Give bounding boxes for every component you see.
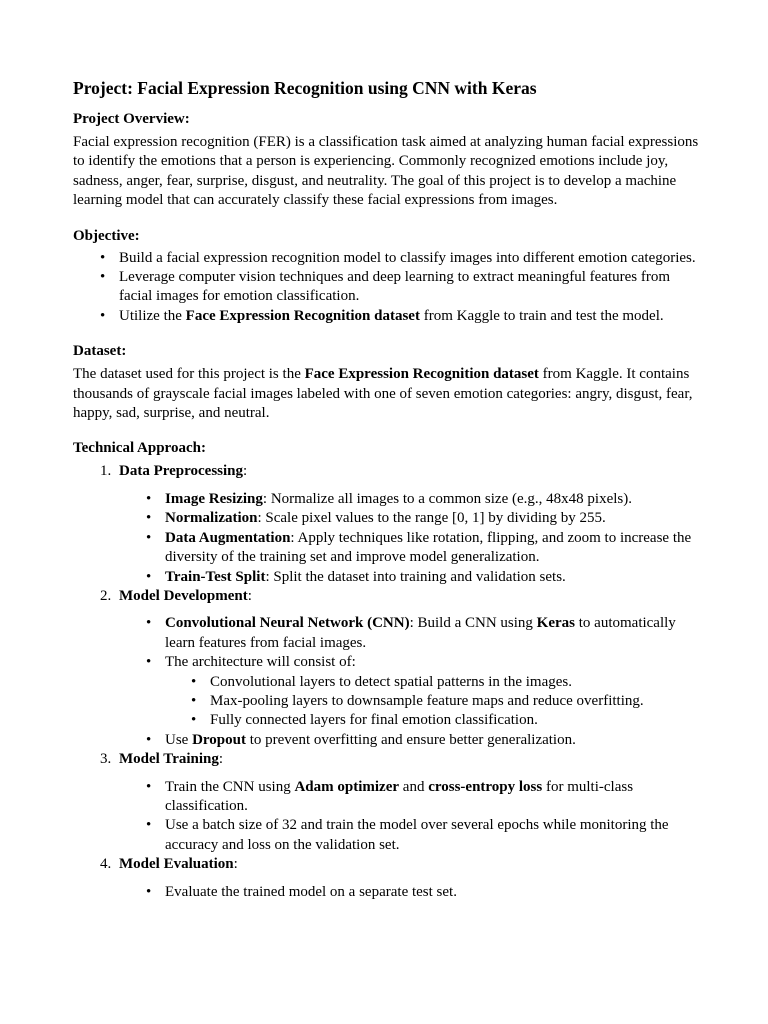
- objective-item: • Leverage computer vision techniques and deep learning to extract meaningful features from facial images for emotion classification.: [73, 268, 703, 307]
- sub-list-item: • Convolutional layers to detect spatial patterns in the images.: [165, 673, 703, 692]
- step-bullets: [119, 883, 703, 902]
- approach-section: [73, 438, 703, 902]
- sub-list-item: • Fully connected layers for final emotion classification.: [165, 711, 703, 730]
- list-item: • Train-Test Split: Split the dataset into training and validation sets.: [119, 568, 703, 587]
- list-item: • Use a batch size of 32 and train the model over several epochs while monitoring the accuracy and loss on the validation set.: [119, 816, 703, 855]
- step-bullets: [119, 778, 703, 856]
- step-model-training: 3. Model Training: • Train the CNN using Adam optimizer and cross-entropy loss for multi-class classification. • Use a batch size of 32 and train the model over several epochs while monitoring the accuracy and loss on the validation set.: [73, 750, 703, 855]
- sub-list-item: • Max-pooling layers to downsample feature maps and reduce overfitting.: [165, 692, 703, 711]
- step-bullets: [119, 614, 703, 750]
- list-item: • The architecture will consist of: • Convolutional layers to detect spatial patterns in the images. • Max-pooling layers to downsample feature maps and reduce overfitting. • Fully connected layers for final emotion classification.: [119, 653, 703, 731]
- list-item: • Normalization: Scale pixel values to the range [0, 1] by dividing by 255.: [119, 509, 703, 528]
- list-item: • Train the CNN using Adam optimizer and cross-entropy loss for multi-class classification.: [119, 778, 703, 817]
- objective-heading: Objective:: [73, 227, 140, 244]
- step-number: 3.: [100, 751, 112, 768]
- overview-heading: Project Overview:: [73, 111, 190, 127]
- architecture-sublist: [165, 673, 703, 731]
- list-item: • Evaluate the trained model on a separate test set.: [119, 883, 703, 902]
- approach-steps: [73, 462, 703, 902]
- dataset-paragraph: The dataset used for this project is the Face Expression Recognition dataset from Kaggle. It contains thousands of grayscale facial images labeled with one of seven emotion categories: angry, disgust, fear, happy, sad, surprise, and neutral.: [73, 366, 693, 422]
- approach-heading: Technical Approach:: [73, 440, 206, 457]
- step-title: Model Training: [119, 751, 219, 768]
- objective-section: [73, 226, 703, 327]
- page-title: Project: Facial Expression Recognition using CNN with Keras: [73, 78, 537, 98]
- step-model-development: 2. Model Development: • Convolutional Neural Network (CNN): Build a CNN using Keras to automatically learn features from facial images. • The architecture will consist of: • Convolutional layers to detect spatial patterns in the images. • Max-pooling layers to downsample feature maps and reduce overfitting. • Fully connected layers for final emotion classification. • Use Dropout to prevent overfitting and ensure better generalization.: [73, 587, 703, 750]
- step-bullets: [119, 490, 703, 587]
- step-number: 1.: [100, 463, 112, 480]
- document-content: [73, 77, 703, 902]
- overview-paragraph: Facial expression recognition (FER) is a classification task aimed at analyzing human facial expressions to identify the emotions that a person is experiencing. Commonly recognized emotions include joy, sadness, anger, fear, surprise, disgust, and neutrality. The goal of this project is to develop a machine learning model that can accurately classify these facial expressions from images.: [73, 134, 699, 209]
- step-data-preprocessing: 1. Data Preprocessing: • Image Resizing: Normalize all images to a common size (e.g., 48x48 pixels). • Normalization: Scale pixel values to the range [0, 1] by dividing by 255. • Data Augmentation: Apply techniques like rotation, flipping, and zoom to increase the diversity of the training set and improve model generalization. • Train-Test Split: Split the dataset into training and validation sets.: [73, 462, 703, 586]
- step-number: 2.: [100, 587, 112, 604]
- list-item: • Use Dropout to prevent overfitting and ensure better generalization.: [119, 731, 703, 750]
- objective-list: [73, 249, 703, 327]
- list-item: • Convolutional Neural Network (CNN): Build a CNN using Keras to automatically learn features from facial images.: [119, 614, 703, 653]
- objective-item: • Utilize the Face Expression Recognition dataset from Kaggle to train and test the model.: [73, 307, 703, 326]
- step-title: Data Preprocessing: [119, 463, 244, 480]
- dataset-heading: Dataset:: [73, 343, 127, 360]
- list-item: • Image Resizing: Normalize all images to a common size (e.g., 48x48 pixels).: [119, 490, 703, 509]
- list-item: • Data Augmentation: Apply techniques like rotation, flipping, and zoom to increase the diversity of the training set and improve model generalization.: [119, 529, 703, 568]
- objective-item: • Build a facial expression recognition model to classify images into different emotion categories.: [73, 249, 703, 268]
- step-title: Model Evaluation: [119, 856, 234, 873]
- step-number: 4.: [100, 856, 112, 873]
- dataset-section: [73, 341, 703, 423]
- step-model-evaluation: 4. Model Evaluation: • Evaluate the trained model on a separate test set.: [73, 855, 703, 902]
- step-title: Model Development: [119, 587, 248, 604]
